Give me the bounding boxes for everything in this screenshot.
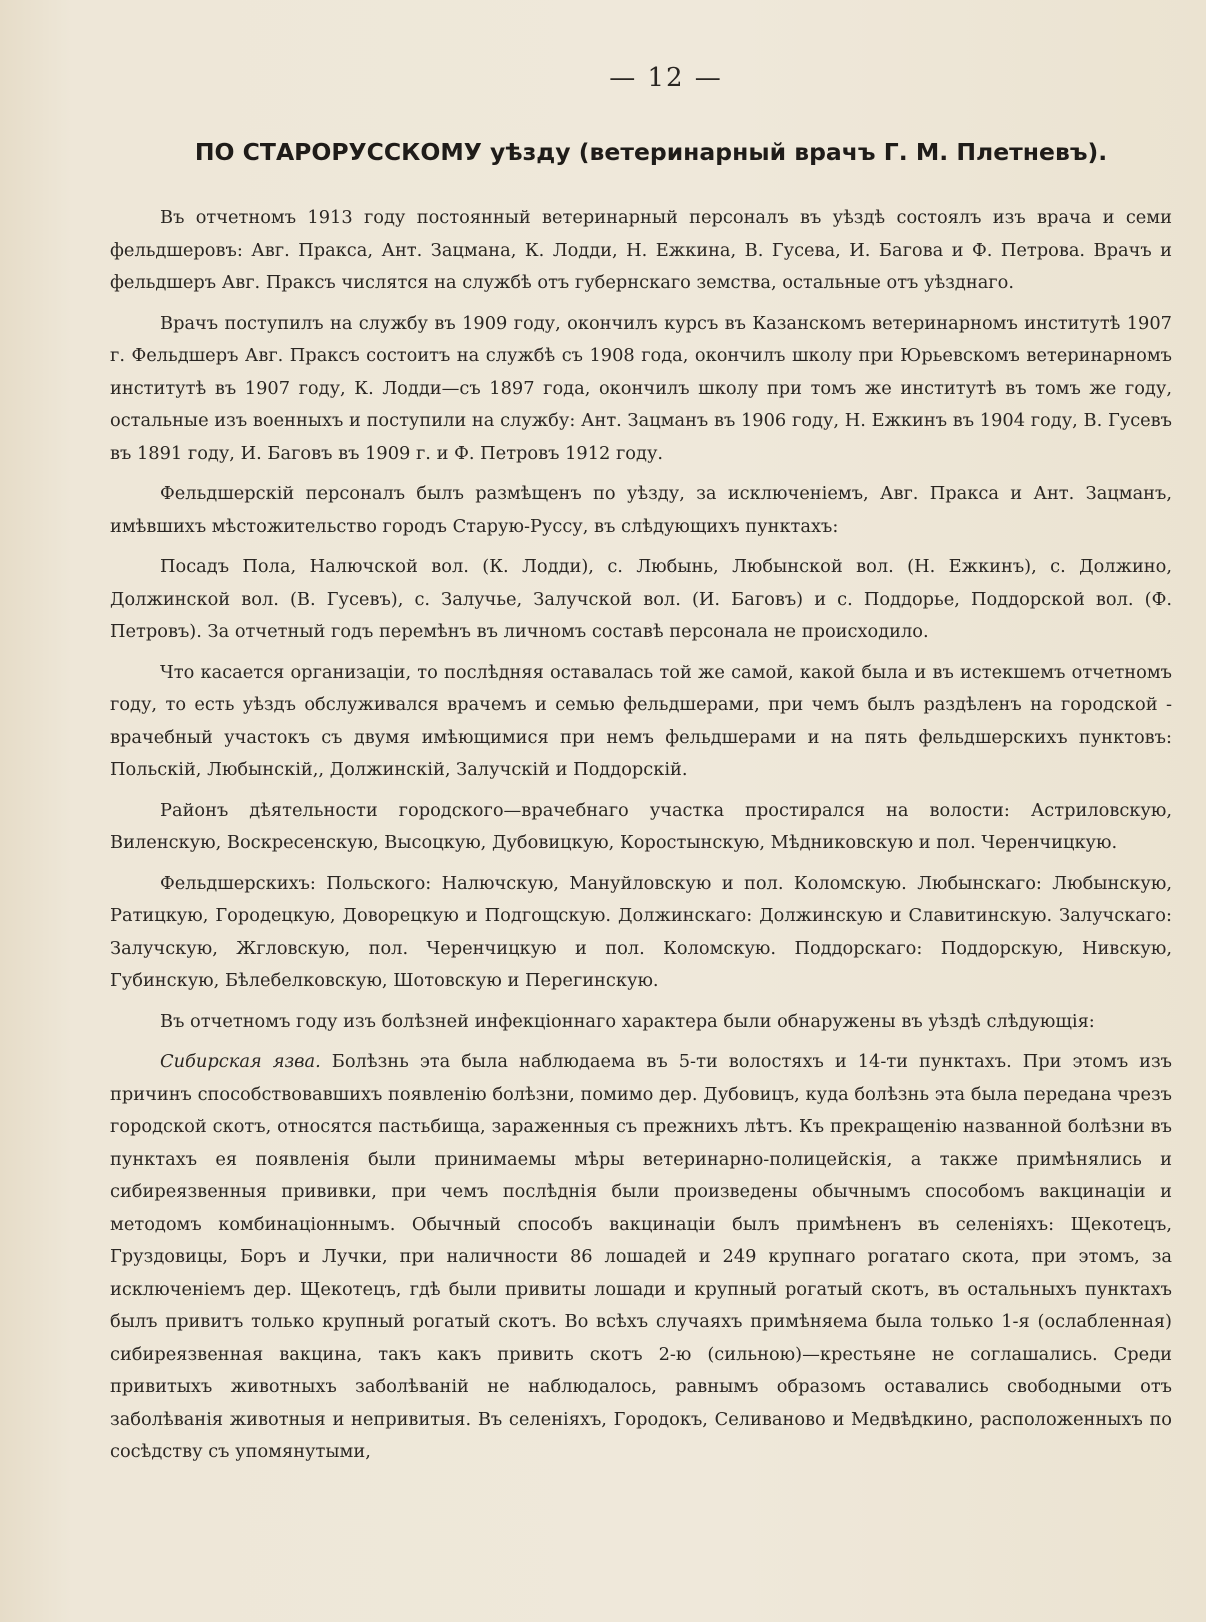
body-text	[110, 202, 1172, 1469]
paragraph-lead-italic: Сибирская язва.	[160, 1051, 321, 1072]
paragraph: Районъ дѣятельности городского—врачебнаго участка простирался на волости: Астриловскую, Виленскую, Воскресенскую, Высоцкую, Дубовицкую, Коростынскую, Мѣдниковскую и пол. Черенчицкую.	[110, 799, 1172, 853]
paragraph	[110, 1046, 1172, 1469]
page-number: — 12 —	[609, 63, 723, 93]
paragraph: Что касается организаціи, то послѣдняя оставалась той же самой, какой была и въ истекшемъ отчетномъ году, то есть уѣздъ обслуживался врачемъ и семью фельдшерами, при чемъ былъ раздѣленъ на городской - врачебный участокъ съ двумя имѣющимися при немъ фельдшерами и на пять фельдшерскихъ пунктовъ: Польскій, Любынскій,, Должинскій, Залучскій и Поддорскій.	[110, 661, 1172, 780]
paragraph: Фельдшерскій персоналъ былъ размѣщенъ по уѣзду, за исключеніемъ, Авг. Пракса и Ант. Зацманъ, имѣвшихъ мѣстожительство городъ Старую-Руссу, въ слѣдующихъ пунктахъ:	[110, 483, 1172, 537]
paragraph: Фельдшерскихъ: Польского: Налючскую, Мануйловскую и пол. Коломскую. Любынскаго: Любынскую, Ратицкую, Городецкую, Доворецкую и Подгощскую. Должинскаго: Должинскую и Славитинскую. Залучскаго: Залучскую, Жгловскую, пол. Черенчицкую и пол. Коломскую. Поддорскаго: Поддорскую, Нивскую, Губинскую, Бѣлебелковскую, Шотовскую и Перегинскую.	[110, 872, 1172, 991]
paragraph: Въ отчетномъ году изъ болѣзней инфекціоннаго характера были обнаружены въ уѣздѣ слѣдующія:	[160, 1010, 1095, 1032]
paragraph: Врачъ поступилъ на службу въ 1909 году, окончилъ курсъ въ Казанскомъ ветеринарномъ институтѣ 1907 г. Фельдшеръ Авг. Праксъ состоитъ на службѣ съ 1908 года, окончилъ школу при Юрьевскомъ ветеринарномъ институтѣ въ 1907 году, К. Лодди—съ 1897 года, окончилъ школу при томъ же институтѣ въ томъ же году, остальные изъ военныхъ и поступили на службу: Ант. Зацманъ въ 1906 году, Н. Ежкинъ въ 1904 году, В. Гусевъ въ 1891 году, И. Баговъ въ 1909 г. и Ф. Петровъ 1912 году.	[110, 312, 1172, 464]
paragraph: Въ отчетномъ 1913 году постоянный ветеринарный персоналъ въ уѣздѣ состоялъ изъ врача и семи фельдшеровъ: Авг. Пракса, Ант. Зацмана, К. Лодди, Н. Ежкина, В. Гусева, И. Багова и Ф. Петрова. Врачъ и фельдшеръ Авг. Праксъ числятся на службѣ отъ губернскаго земства, остальные отъ уѣзднаго.	[110, 207, 1172, 293]
paragraph-body: Болѣзнь эта была наблюдаема въ 5-ти волостяхъ и 14-ти пунктахъ. При этомъ изъ причинъ способствовавшихъ появленію болѣзни, помимо дер. Дубовицъ, куда болѣзнь эта была передана чрезъ городской скотъ, относятся пастьбища, зараженныя съ прежнихъ лѣтъ. Къ прекращенію названной болѣзни въ пунктахъ ея появленія были принимаемы мѣры ветеринарно-полицейскія, а также примѣнялись и сибиреязвенныя прививки, при чемъ послѣднія были произведены обычнымъ способомъ вакцинаціи и методомъ комбинаціоннымъ. Обычный способъ вакцинаціи былъ примѣненъ въ селеніяхъ: Щекотецъ, Груздовицы, Боръ и Лучки, при наличности 86 лошадей и 249 крупнаго рогатаго скота, при этомъ, за исключеніемъ дер. Щекотецъ, гдѣ были привиты лошади и крупный рогатый скотъ, въ остальныхъ пунктахъ былъ привитъ только крупный рогатый скотъ. Во всѣхъ случаяхъ примѣняема была только 1-я (ослабленная) сибиреязвенная вакцина, такъ какъ привить скотъ 2-ю (сильною)—крестьяне не соглашались. Среди привитыхъ животныхъ заболѣваній не наблюдалось, равнымъ образомъ оставались свободными отъ заболѣванія животныя и непривитыя. Въ селеніяхъ, Городокъ, Селиваново и Медвѣдкино, расположенныхъ по сосѣдству съ упомянутыми,	[110, 1051, 1173, 1462]
paragraph: Посадъ Пола, Налючской вол. (К. Лодди), с. Любынь, Любынской вол. (Н. Ежкинъ), с. Должино, Должинской вол. (В. Гусевъ), с. Залучье, Залучской вол. (И. Баговъ) и с. Поддорье, Поддорской вол. (Ф. Петровъ). За отчетный годъ перемѣнъ въ личномъ составѣ персонала не происходило.	[110, 556, 1172, 642]
section-heading: ПО СТАРОРУССКОМУ уѣзду (ветеринарный врачъ Г. М. Плетневъ).	[194, 138, 1108, 166]
